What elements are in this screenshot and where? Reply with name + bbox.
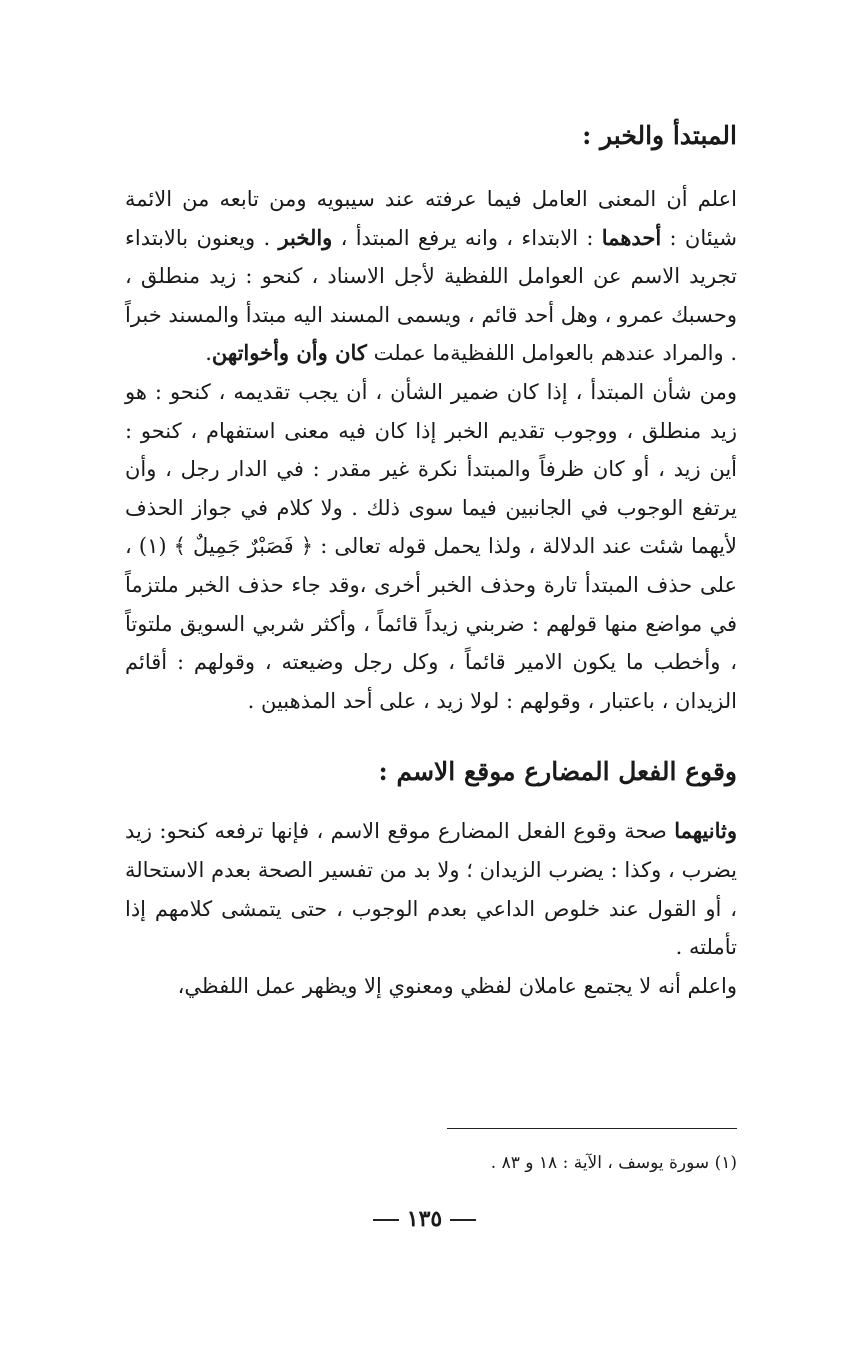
p1-bold-khabar: والخبر [278, 224, 333, 250]
p1-bold-kana: كان وأن وأخواتهن [211, 340, 367, 366]
p1-bold-ahaduhuma: أحدهما [601, 224, 662, 250]
p1-text-a: اعلم أن المعنى العامل فيما عرفته عند سيبويه ومن تابعه من الائمة شيئان : [125, 187, 738, 250]
page-number-dash-left [373, 1219, 399, 1221]
footnote: (١) سورة يوسف ، الآية : ١٨ و ٨٣ . [490, 1153, 737, 1173]
p3-bold-thanihuma: وثانيهما [674, 818, 737, 844]
page-body [125, 118, 737, 1005]
footnote-divider [447, 1128, 737, 1129]
p3-text: صحة وقوع الفعل المضارع موقع الاسم ، فإنها ترفعه كنحو: زيد يضرب ، وكذا : يضرب الزيدان ؛ ولا بد من تفسير الصحة بعدم الاستحالة ، أو القول عند خلوص الداعي بعدم الوجوب ، حتى يتمشى كلامهم إذا تأملته . [125, 819, 737, 960]
paragraph-2: ومن شأن المبتدأ ، إذا كان ضمير الشأن ، أن يجب تقديمه ، كنحو : هو زيد منطلق ، ووجوب تقديم الخبر إذا كان فيه معنى استفهام ، كنحو : أين زيد ، أو كان ظرفاً والمبتدأ نكرة غير مقدر : في الدار رجل ، وأن يرتفع الوجوب في الجانبين فيما سوى ذلك . ولا كلام في جواز الحذف لأيهما شئت عند الدلالة ، ولذا يحمل قوله تعالى : ﴿ فَصَبْرٌ جَمِيلٌ ﴾ (١) ، على حذف المبتدأ تارة وحذف الخبر أخرى ،وقد جاء حذف الخبر ملتزماً في مواضع منها قولهم : ضربني زيداً قائماً ، وأكثر شربي السويق ملتوتاً ، وأخطب ما يكون الامير قائماً ، وكل رجل وضيعته ، وقولهم : أقائم الزيدان ، باعتبار ، وقولهم : لولا زيد ، على أحد المذهبين . [125, 379, 737, 713]
section-heading-wuqu: وقوع الفعل المضارع موقع الاسم : [378, 757, 737, 787]
page-number-value: ١٣٥ [406, 1206, 443, 1232]
page-number [0, 1206, 849, 1232]
page-number-dash-right [450, 1219, 476, 1221]
section-heading-mubtada: المبتدأ والخبر : [582, 121, 737, 150]
paragraph-4: واعلم أنه لا يجتمع عاملان لفظي ومعنوي إلا ويظهر عمل اللفظي، [177, 973, 737, 998]
paragraph-1 [125, 180, 737, 373]
paragraph-3 [125, 812, 737, 966]
p1-text-c: : الابتداء ، وانه يرفع المبتدأ ، [332, 225, 602, 250]
p1-text-e: . [205, 341, 212, 366]
p1-text-d: . ويعنون بالابتداء تجريد الاسم عن العوامل اللفظية لأجل الاسناد ، كنحو : زيد منطلق ، وحسبك عمرو ، وهل أحد قائم ، ويسمى المسند اليه مبتدأ والمسند خبراً . والمراد عندهم بالعوامل اللفظيةما عملت [125, 225, 737, 366]
